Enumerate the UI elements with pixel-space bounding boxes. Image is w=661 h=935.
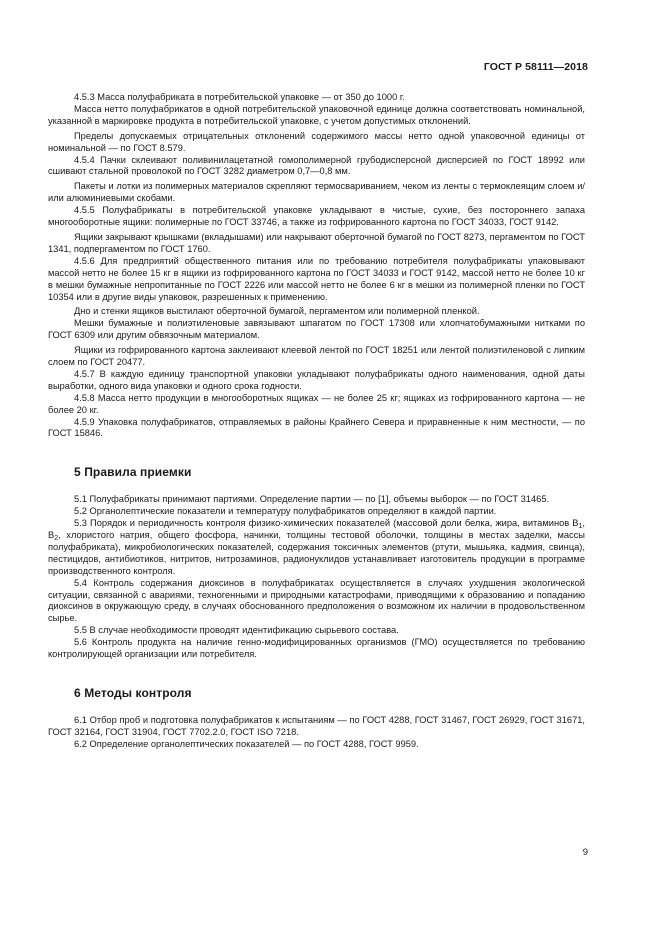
paragraph: 4.5.4 Пачки склеивают поливинилацетатной гомополимерной грубодисперсной дисперсией по ГОСТ 18992 или сшивают стальной проволокой по ГОСТ 3282 диаметром 0,7—0,8 мм. [48, 154, 585, 177]
text-run: , B [48, 518, 585, 540]
paragraph: 4.5.5 Полуфабрикаты в потребительской упаковке укладывают в чистые, сухие, без постороннего запаха многооборотные ящики: полимерные по ГОСТ 33746, а также из гофрированного картона по ГОСТ 34033, ГОСТ 9142. [48, 205, 585, 228]
paragraph: 4.5.6 Для предприятий общественного питания или по требованию потребителя полуфабрикаты упаковывают массой нетто не более 15 кг в ящики из гофрированного картона по ГОСТ 34033 и ГОСТ 9142, массой нетто не более 10 кг в мешки бумажные непропитанные по ГОСТ 2226 или массой нетто не более 6 кг в мешки из полимерной пленки по ГОСТ 10354 или в другие виды упаковок, разрешенных к применению. [48, 255, 585, 302]
paragraph: Пределы допускаемых отрицательных отклонений содержимого массы нетто одной упаковочной единицы от номинальной — по ГОСТ 8.579. [48, 130, 585, 153]
paragraph: 4.5.3 Масса полуфабриката в потребительской упаковке — от 350 до 1000 г. [74, 92, 405, 102]
paragraph-5-3 [48, 518, 585, 578]
paragraph: Мешки бумажные и полиэтиленовые завязывают шпагатом по ГОСТ 17308 или хлопчатобумажными нитками по ГОСТ 6309 или другим обвязочным материалом. [48, 318, 585, 341]
section-5-heading: 5 Правила приемки [74, 465, 192, 480]
text-run: , хлористого натрия, общего фосфора, начинки, толщины тестовой оболочки, толщины в местах заделки, массы полуфабриката), микробиологических показателей, содержания токсичных элементов (ртути, мышьяка, кадмия, свинца), пестицидов, антибиотиков, нитритов, нитрозаминов, радионуклидов устанавливает изготовитель продукции в программе производственного контроля. [48, 530, 585, 576]
paragraph: Дно и стенки ящиков выстилают оберточной бумагой, пергаментом или полимерной пленкой. [74, 306, 480, 317]
paragraph: 4.5.9 Упаковка полуфабрикатов, отправляемых в районы Крайнего Севера и приравненные к ним местности, — по ГОСТ 15846. [48, 416, 585, 439]
paragraph: 5.5 В случае необходимости проводят идентификацию сырьевого состава. [74, 625, 399, 636]
paragraph: 4.5.8 Масса нетто продукции в многооборотных ящиках — не более 25 кг; ящиках из гофрированного картона — не более 20 кг. [48, 392, 585, 415]
paragraph: Ящики из гофрированного картона заклеивают клеевой лентой по ГОСТ 18251 или лентой полиэтиленовой с липким слоем по ГОСТ 20477. [48, 345, 585, 368]
subscript: 1 [578, 523, 583, 531]
page-content [48, 92, 585, 751]
section-6-heading: 6 Методы контроля [74, 685, 192, 700]
document-id-header: ГОСТ Р 58111—2018 [483, 61, 588, 73]
page-number: 9 [582, 847, 588, 858]
subscript: 2 [54, 535, 59, 542]
paragraph: 4.5.7 В каждую единицу транспортной упаковки укладывают полуфабрикаты одного наименования, одной даты выработки, одного вида упаковки и одного срока годности. [48, 368, 585, 391]
text-run: 5.3 Порядок и периодичность контроля физико-химических показателей (массовой доли белка, жира, витаминов B [74, 518, 579, 529]
paragraph: 6.2 Определение органолептических показателей — по ГОСТ 4288, ГОСТ 9959. [74, 738, 419, 749]
paragraph: 5.1 Полуфабрикаты принимают партиями. Определение партии — по [1], объемы выборок — по ГОСТ 31465. [74, 494, 550, 505]
paragraph: Ящики закрывают крышками (вкладышами) или накрывают оберточной бумагой по ГОСТ 8273, пергаментом по ГОСТ 1341, подпергаментом по ГОСТ 1760. [48, 231, 585, 254]
paragraph: 6.1 Отбор проб и подготовка полуфабрикатов к испытаниям — по ГОСТ 4288, ГОСТ 31467, ГОСТ 26929, ГОСТ 31671, ГОСТ 32164, ГОСТ 31904, ГОСТ 7702.2.0, ГОСТ ISO 7218. [48, 714, 585, 737]
paragraph: Масса нетто полуфабрикатов в одной потребительской упаковочной единице должна соответствовать номинальной, указанной в маркировке продукта в потребительской упаковке, с учетом допустимых отклонений. [48, 103, 585, 126]
paragraph: Пакеты и лотки из полимерных материалов скрепляют термосвариванием, чеком из ленты с термоклеящим слоем и/или алюминиевыми скобами. [48, 181, 585, 204]
paragraph: 5.2 Органолептические показатели и температуру полуфабрикатов определяют в каждой партии. [74, 506, 497, 517]
paragraph: 5.6 Контроль продукта на наличие генно-модифицированных организмов (ГМО) осуществляется по требованию контролирующей организации или потребителя. [48, 637, 585, 660]
paragraph: 5.4 Контроль содержания диоксинов в полуфабрикатах осуществляется в случаях ухудшения экологической ситуации, связанной с авариями, техногенными и природными катастрофами, приводящими к образованию и попаданию диоксинов в окружающую среду, в случаях обоснованного предположения о возможном их наличии в продовольственном сырье. [48, 577, 585, 624]
